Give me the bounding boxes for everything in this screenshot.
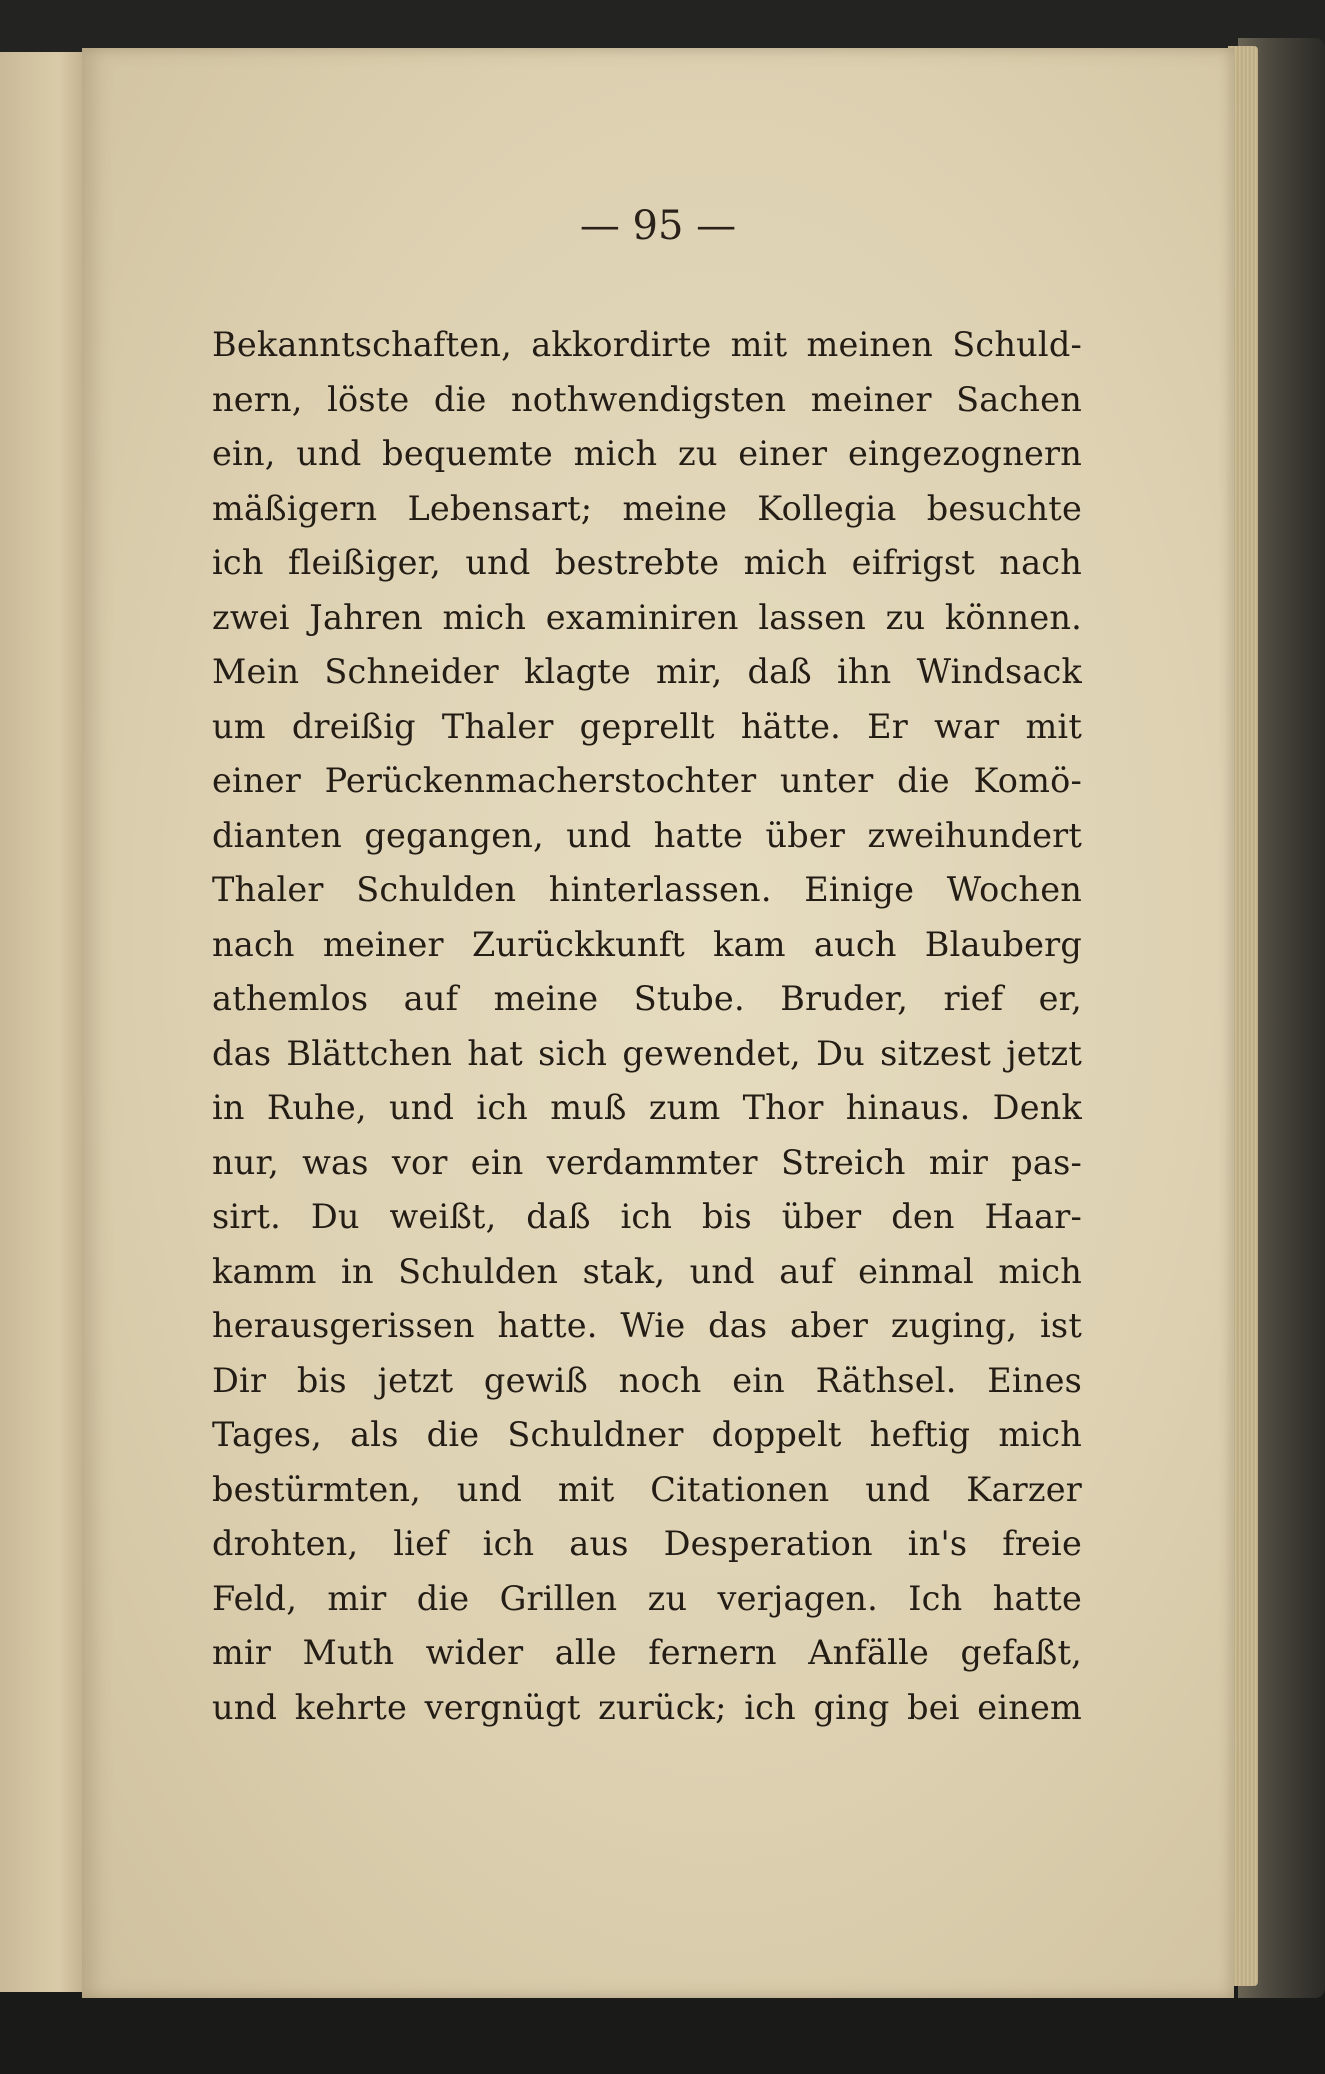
text-line: das Blättchen hat sich gewendet, Du sitzest jetzt (212, 1033, 1082, 1073)
text-line: zwei Jahren mich examiniren lassen zu können. (212, 597, 1082, 637)
book-page (82, 48, 1234, 1998)
text-line: mir Muth wider alle fernern Anfälle gefaßt, (212, 1633, 1082, 1672)
text-line: athemlos auf meine Stube. Bruder, rief er, (212, 979, 1082, 1018)
text-line: herausgerissen hatte. Wie das aber zuging, ist (212, 1306, 1082, 1345)
text-line: nach meiner Zurückkunft kam auch Blauberg (212, 924, 1082, 964)
left-facing-page-edge (0, 52, 86, 1992)
text-line: sirt. Du weißt, daß ich bis über den Haar- (212, 1197, 1082, 1236)
text-line: in Ruhe, und ich muß zum Thor hinaus. Denk (212, 1088, 1082, 1127)
text-line: ein, und bequemte mich zu einer eingezognern (212, 434, 1082, 473)
text-line: nur, was vor ein verdammter Streich mir pas- (212, 1142, 1082, 1182)
text-line: Feld, mir die Grillen zu verjagen. Ich hatte (212, 1578, 1082, 1618)
text-line: kamm in Schulden stak, und auf einmal mich (212, 1251, 1082, 1291)
text-line: einer Perückenmacherstochter unter die Komö- (212, 761, 1082, 800)
page-body-text (212, 318, 1082, 1735)
text-line: um dreißig Thaler geprellt hätte. Er war mit (212, 706, 1082, 746)
text-line: Mein Schneider klagte mir, daß ihn Windsack (212, 652, 1082, 691)
text-line: mäßigern Lebensart; meine Kollegia besuchte (212, 488, 1082, 528)
text-line: ich fleißiger, und bestrebte mich eifrigst nach (212, 543, 1082, 582)
page-number-header: — 95 — (579, 203, 737, 249)
text-line: nern, löste die nothwendigsten meiner Sachen (212, 379, 1082, 419)
text-line: dianten gegangen, und hatte über zweihundert (212, 815, 1082, 855)
text-line: Dir bis jetzt gewiß noch ein Räthsel. Eines (212, 1360, 1082, 1400)
text-line: Bekanntschaften, akkordirte mit meinen Schuld- (212, 325, 1082, 364)
text-line: Thaler Schulden hinterlassen. Einige Wochen (212, 870, 1082, 909)
text-line: bestürmten, und mit Citationen und Karzer (212, 1469, 1082, 1509)
text-line: Tages, als die Schuldner doppelt heftig mich (212, 1415, 1082, 1454)
text-line: und kehrte vergnügt zurück; ich ging bei einem (212, 1687, 1082, 1727)
text-line: drohten, lief ich aus Desperation in's freie (212, 1524, 1082, 1563)
